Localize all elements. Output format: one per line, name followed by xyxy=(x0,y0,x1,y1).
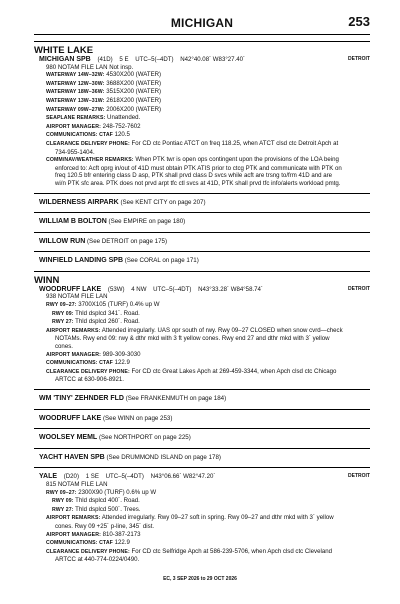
airport-entry-yale xyxy=(34,473,370,564)
waterway-line xyxy=(46,80,344,89)
waterway-label: WATERWAY 13W–31W: xyxy=(46,97,105,104)
xref-reference: (See CORAL on page 171) xyxy=(124,257,199,265)
communications xyxy=(46,359,344,368)
runway-line xyxy=(46,301,344,310)
seaplane-remarks-label: SEAPLANE REMARKS: xyxy=(46,115,106,122)
airport-elevation-notam: 815 NOTAM FILE LAN xyxy=(46,480,108,488)
airport-utc: UTC–5(–4DT) xyxy=(153,285,192,293)
waterway-value: 2618X200 (WATER) xyxy=(106,96,162,104)
xref-airport-name: YACHT HAVEN SPB xyxy=(39,453,105,461)
ctaf-frequency: 122.9 xyxy=(114,539,130,547)
airport-elevation-notam: 938 NOTAM FILE LAN xyxy=(46,293,108,301)
xref-reference: (See DRUMMOND ISLAND on page 178) xyxy=(106,453,221,461)
communications xyxy=(46,131,344,140)
seaplane-remarks xyxy=(46,114,344,123)
airport-elevation-notam: 980 NOTAM FILE LAN Not insp. xyxy=(46,63,134,71)
waterway-value: 3515X200 (WATER) xyxy=(106,88,162,96)
comm-nav-weather-text: When PTK twr is open ops contingent upon the provisions of the LOA being enforced to: Acft oprg in/out of 41D must obtain PTK ATIS prior to ctcg PTK and communicate with PTK on freq 120.5 bfr entering class D asp, PTK shall prvd class D svcs while acft are trsng to/frm 41D and are wi/n PTK sfc area. PTK does not prvd arpt tfc ctl svcs at 41D, PTK shall prvd tfc info/alerts workload pmtg. xyxy=(55,156,342,187)
airport-name: WOODRUFF LAKE xyxy=(39,285,102,293)
runway-line xyxy=(46,489,344,498)
section-divider xyxy=(34,467,370,468)
clearance-delivery xyxy=(46,368,344,384)
runway-end-line xyxy=(46,506,344,515)
city-heading-white-lake: WHITE LAKE xyxy=(34,45,94,56)
airport-manager-label: AIRPORT MANAGER: xyxy=(46,123,101,130)
xref-reference: (See DETROIT on page 175) xyxy=(87,237,168,245)
ctaf-frequency: 120.5 xyxy=(114,131,130,139)
xref-airport-name: WILDERNESS AIRPARK xyxy=(39,198,119,206)
runway-end-line xyxy=(46,310,344,319)
airport-location: 1 SE xyxy=(85,473,99,481)
xref-reference: (See KENT CITY on page 207) xyxy=(120,198,206,206)
airport-remarks-text: Attended irregularly. UAS opr south of rwy. Rwy 09–27 CLOSED when snow cvrd—check NOTAMs. Rwy end 09: rwy & dthr mkd with 3 ft yellow cones. Rwy end 27 and dthr mkd with 3´ yellow cones. xyxy=(55,326,343,351)
edition-footer: EC, 3 SEP 2026 to 29 OCT 2026 xyxy=(163,576,237,582)
airport-ident: (41D) xyxy=(97,56,113,63)
airport-remarks-label: AIRPORT REMARKS: xyxy=(46,327,101,334)
region-label: DETROIT xyxy=(348,473,370,480)
airport-utc: UTC–5(–4DT) xyxy=(135,56,174,63)
comm-nav-weather-remarks xyxy=(46,156,344,187)
runway-end-label: RWY 27: xyxy=(52,506,74,513)
runway-end-line xyxy=(46,497,344,506)
airport-location: 5 E xyxy=(119,56,129,63)
runway-end-line xyxy=(46,318,344,327)
airport-manager xyxy=(46,123,344,132)
communications-label: COMMUNICATIONS: CTAF xyxy=(46,540,113,547)
city-heading-winn: WINN xyxy=(34,274,60,286)
ctaf-frequency: 122.9 xyxy=(114,359,130,367)
airport-entry-michigan-spb xyxy=(34,56,370,188)
xref-entry xyxy=(34,212,370,232)
region-label: DETROIT xyxy=(348,56,370,62)
clearance-delivery-text: For CD ctc Pontiac ATCT on freq 118.25, when ATCT clsd ctc Detroit Apch at 734-955-1404. xyxy=(55,139,339,156)
xref-entry xyxy=(34,232,370,252)
page-number: 253 xyxy=(348,14,370,29)
airport-manager xyxy=(46,531,344,540)
airport-entry-woodruff-lake xyxy=(34,286,370,384)
airport-details xyxy=(34,301,344,384)
waterway-line xyxy=(46,97,344,106)
airport-ident: (D20) xyxy=(63,473,79,481)
airport-header-line xyxy=(34,286,344,294)
xref-airport-name: WINFIELD LANDING SPB xyxy=(39,257,123,265)
airport-coords: N43°33.28´ W84°58.74´ xyxy=(198,285,263,293)
waterway-value: 3688X200 (WATER) xyxy=(106,79,162,87)
waterway-label: WATERWAY 12W–30W: xyxy=(46,80,105,87)
xref-reference: (See FRANKENMUTH on page 184) xyxy=(125,395,227,402)
comm-nav-weather-label: COMM/NAV/WEATHER REMARKS: xyxy=(46,157,134,164)
xref-entry xyxy=(34,409,370,429)
city-divider xyxy=(34,271,370,272)
waterway-line xyxy=(46,106,344,115)
runway-end-label: RWY 09: xyxy=(52,498,74,505)
runway-end-value: Thld dsplcd 260´. Road. xyxy=(75,318,140,326)
runway-value: 2300X90 (TURF) 0.6% up W xyxy=(78,488,157,496)
xref-airport-name: WOODRUFF LAKE xyxy=(39,414,102,422)
airport-details xyxy=(34,71,344,187)
waterway-label: WATERWAY 18W–36W: xyxy=(46,89,105,96)
airport-remarks-label: AIRPORT REMARKS: xyxy=(46,515,101,522)
clearance-delivery-label: CLEARANCE DELIVERY PHONE: xyxy=(46,140,130,147)
airport-manager-phone: 248-752-7602 xyxy=(102,122,141,130)
airport-details xyxy=(34,489,344,564)
airport-utc: UTC–5(–4DT) xyxy=(105,473,144,481)
airport-coords: N42°40.08´ W83°27.40´ xyxy=(180,56,246,63)
airport-name: MICHIGAN SPB xyxy=(39,56,91,63)
airport-manager-label: AIRPORT MANAGER: xyxy=(46,351,101,358)
runway-label: RWY 09–27: xyxy=(46,489,77,496)
runway-end-value: Thld dsplcd 500´. Trees. xyxy=(75,505,141,513)
airport-manager-label: AIRPORT MANAGER: xyxy=(46,531,101,538)
airport-manager-phone: 989-309-3030 xyxy=(102,350,141,358)
region-label: DETROIT xyxy=(348,285,370,292)
runway-label: RWY 09–27: xyxy=(46,302,77,309)
xref-reference: (See WINN on page 253) xyxy=(102,414,173,422)
page-content xyxy=(34,40,370,564)
waterway-line xyxy=(46,71,344,80)
airport-name: YALE xyxy=(39,473,58,481)
waterway-value: 4530X200 (WATER) xyxy=(106,71,162,79)
clearance-delivery-text: For CD ctc Selfridge Apch at 586-239-5706, when Apch clsd ctc Cleveland ARTCC at 440-774-0224/0490. xyxy=(55,547,333,564)
page-header xyxy=(34,14,370,36)
xref-entry xyxy=(34,448,370,468)
airport-remarks-text: Attended irregularly. Rwy 09–27 soft in spring. Rwy 09–27 and dthr mkd with 3´ yellow cones. Rwy 09 +25´ p-line, 345´ dist. xyxy=(55,514,334,530)
xref-airport-name: WILLOW RUN xyxy=(39,237,86,245)
airport-manager-phone: 810-387-2173 xyxy=(102,530,141,538)
xref-airport-name: WILLIAM B BOLTON xyxy=(39,218,107,226)
xref-entry xyxy=(34,251,370,271)
clearance-delivery-label: CLEARANCE DELIVERY PHONE: xyxy=(46,368,130,375)
xref-reference: (See NORTHPORT on page 225) xyxy=(98,434,191,442)
communications-label: COMMUNICATIONS: CTAF xyxy=(46,360,113,367)
airport-coords: N43°06.66´ W82°47.20´ xyxy=(150,473,216,481)
airport-location: 4 NW xyxy=(131,285,147,293)
xref-airport-name: WOOLSEY MEML xyxy=(39,434,98,442)
state-title: MICHIGAN xyxy=(170,16,234,30)
runway-end-label: RWY 09: xyxy=(52,310,74,317)
airport-manager xyxy=(46,351,344,360)
runway-end-label: RWY 27: xyxy=(52,319,74,326)
airport-header-line xyxy=(34,56,344,64)
runway-value: 3700X105 (TURF) 0.4% up W xyxy=(78,301,160,309)
clearance-delivery-text: For CD ctc Great Lakes Apch at 269-459-3344, when Apch clsd ctc Chicago ARTCC at 630-906-8921. xyxy=(55,367,337,384)
xref-entry xyxy=(34,194,370,213)
clearance-delivery-label: CLEARANCE DELIVERY PHONE: xyxy=(46,548,130,555)
airport-header-line xyxy=(34,473,344,481)
xref-entry xyxy=(34,390,370,409)
clearance-delivery xyxy=(46,140,344,156)
xref-entry xyxy=(34,428,370,448)
runway-end-value: Thld dsplcd 341´. Road. xyxy=(75,309,140,317)
airport-remarks xyxy=(46,514,344,530)
city-divider xyxy=(34,41,370,42)
xref-airport-name: WM 'TINY' ZEHNDER FLD xyxy=(39,395,124,402)
waterway-label: WATERWAY 14W–32W: xyxy=(46,72,105,79)
airport-ident: (53W) xyxy=(107,285,125,293)
waterway-value: 2006X200 (WATER) xyxy=(106,105,162,113)
seaplane-remarks-value: Unattended. xyxy=(107,114,141,122)
runway-end-value: Thld dsplcd 400´. Road. xyxy=(75,497,140,505)
waterway-label: WATERWAY 09W–27W: xyxy=(46,106,105,113)
clearance-delivery xyxy=(46,548,344,564)
communications-label: COMMUNICATIONS: CTAF xyxy=(46,132,113,139)
header-divider xyxy=(34,34,370,35)
waterway-line xyxy=(46,88,344,97)
airport-remarks xyxy=(46,327,344,351)
communications xyxy=(46,539,344,548)
xref-reference: (See EMPIRE on page 180) xyxy=(108,218,186,226)
